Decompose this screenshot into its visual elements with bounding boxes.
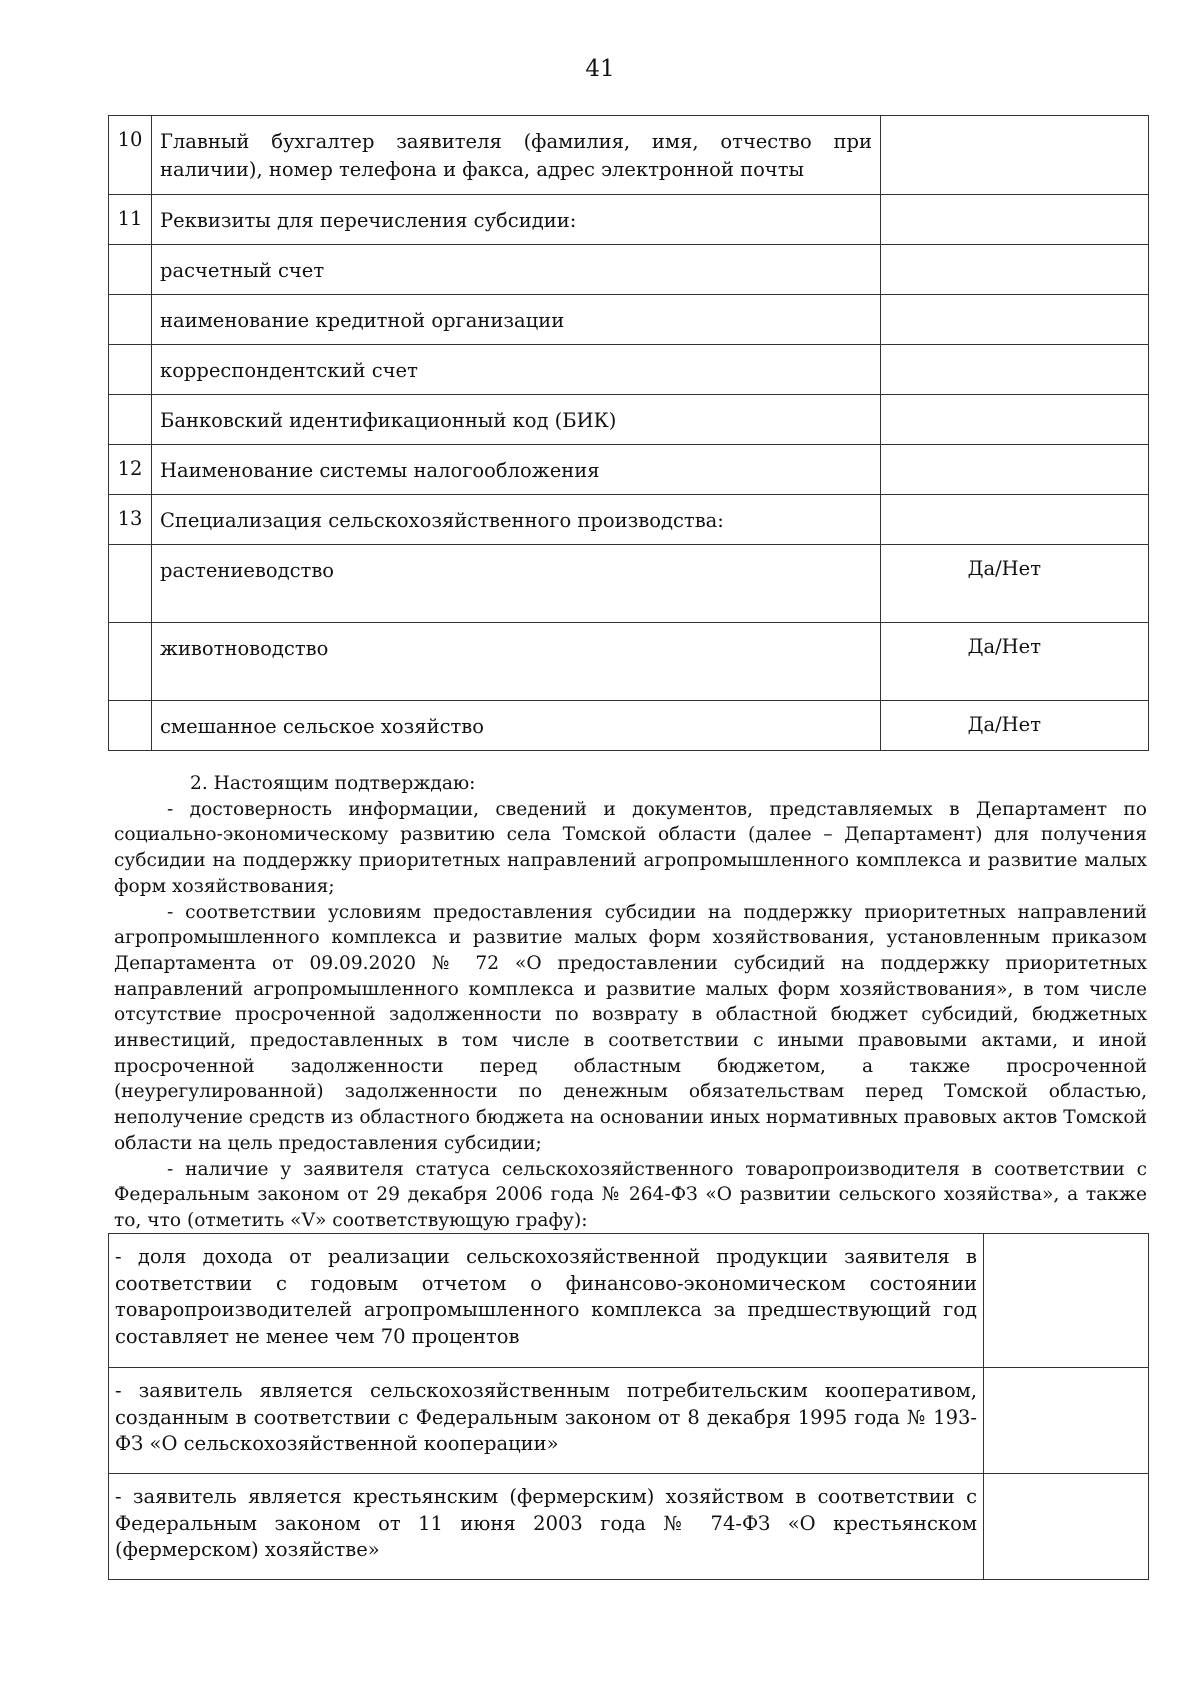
row-label: растениеводство <box>152 545 881 623</box>
table-row <box>109 395 1149 445</box>
row-number: 11 <box>109 195 152 245</box>
row-label: Специализация сельскохозяйственного производства: <box>152 495 881 545</box>
row-value-cell[interactable] <box>881 495 1149 545</box>
row-label: животноводство <box>152 623 881 701</box>
confirmation-section <box>114 771 1147 1234</box>
table-row <box>109 445 1149 495</box>
confirmation-item: - наличие у заявителя статуса сельскохозяйственного товаропроизводителя в соответствии с Федеральным законом от 29 декабря 2006 года № 264-ФЗ «О развитии сельского хозяйства», а также то, что (отметить «V» соответствующую графу): <box>114 1158 1147 1231</box>
row-number: 10 <box>109 116 152 195</box>
row-value-cell[interactable] <box>881 345 1149 395</box>
table-row <box>109 245 1149 295</box>
row-number <box>109 395 152 445</box>
row-label: Наименование системы налогообложения <box>152 445 881 495</box>
status-check-cell[interactable] <box>984 1474 1149 1580</box>
row-value-cell[interactable]: Да/Нет <box>881 701 1149 751</box>
table-row <box>109 1474 1149 1580</box>
status-check-cell[interactable] <box>984 1234 1149 1368</box>
row-label: Реквизиты для перечисления субсидии: <box>152 195 881 245</box>
status-option-text: - заявитель является сельскохозяйственным потребительским кооперативом, созданным в соответствии с Федеральным законом от 8 декабря 1995 года № 193-ФЗ «О сельскохозяйственной кооперации» <box>109 1368 984 1474</box>
row-number: 13 <box>109 495 152 545</box>
row-number <box>109 245 152 295</box>
requisites-table <box>108 115 1149 751</box>
table-row <box>109 295 1149 345</box>
status-option-text: - заявитель является крестьянским (фермерским) хозяйством в соответствии с Федеральным законом от 11 июня 2003 года № 74-ФЗ «О крестьянском (фермерском) хозяйстве» <box>109 1474 984 1580</box>
row-label: Банковский идентификационный код (БИК) <box>152 395 881 445</box>
row-number: 12 <box>109 445 152 495</box>
status-checkbox-table <box>108 1233 1149 1580</box>
row-value-cell[interactable]: Да/Нет <box>881 545 1149 623</box>
row-number <box>109 545 152 623</box>
status-option-text: - доля дохода от реализации сельскохозяйственной продукции заявителя в соответствии с годовым отчетом о финансово-экономическом состоянии товаропроизводителей агропромышленного комплекса за предшествующий год составляет не менее чем 70 процентов <box>109 1234 984 1368</box>
row-value-cell[interactable] <box>881 445 1149 495</box>
row-label: корреспондентский счет <box>152 345 881 395</box>
table-row <box>109 623 1149 701</box>
row-value-cell[interactable] <box>881 395 1149 445</box>
row-number <box>109 295 152 345</box>
row-label: расчетный счет <box>152 245 881 295</box>
status-check-cell[interactable] <box>984 1368 1149 1474</box>
row-number <box>109 623 152 701</box>
row-value-cell[interactable] <box>881 245 1149 295</box>
table-row <box>109 116 1149 195</box>
page-number: 41 <box>585 56 615 82</box>
row-number <box>109 701 152 751</box>
row-label: смешанное сельское хозяйство <box>152 701 881 751</box>
table-row <box>109 1234 1149 1368</box>
confirmation-item: - достоверность информации, сведений и документов, представляемых в Департамент по социально-экономическому развитию села Томской области (далее – Департамент) для получения субсидии на поддержку приоритетных направлений агропромышленного комплекса и развитие малых форм хозяйствования; <box>114 798 1147 897</box>
confirmation-item: - соответствии условиям предоставления субсидии на поддержку приоритетных направлений агропромышленного комплекса и развитие малых форм хозяйствования, установленным приказом Департамента от 09.09.2020 № 72 «О предоставлении субсидий на поддержку приоритетных направлений агропромышленного комплекса и развитие малых форм хозяйствования», в том числе отсутствие просроченной задолженности по возврату в областной бюджет субсидий, бюджетных инвестиций, предоставленных в том числе в соответствии с иными правовыми актами, и иной просроченной задолженности перед областным бюджетом, а также просроченной (неурегулированной) задолженности по денежным обязательствам перед Томской областью, неполучение средств из областного бюджета на основании иных нормативных правовых актов Томской области на цель предоставления субсидии; <box>114 901 1147 1154</box>
row-value-cell[interactable] <box>881 295 1149 345</box>
row-label: наименование кредитной организации <box>152 295 881 345</box>
row-label: Главный бухгалтер заявителя (фамилия, имя, отчество при наличии), номер телефона и факса, адрес электронной почты <box>152 116 881 195</box>
table-row <box>109 495 1149 545</box>
row-number <box>109 345 152 395</box>
table-row <box>109 701 1149 751</box>
confirmation-heading: 2. Настоящим подтверждаю: <box>190 773 476 794</box>
table-row <box>109 345 1149 395</box>
row-value-cell[interactable] <box>881 116 1149 195</box>
table-row <box>109 195 1149 245</box>
row-value-cell[interactable] <box>881 195 1149 245</box>
table-row <box>109 545 1149 623</box>
row-value-cell[interactable]: Да/Нет <box>881 623 1149 701</box>
table-row <box>109 1368 1149 1474</box>
